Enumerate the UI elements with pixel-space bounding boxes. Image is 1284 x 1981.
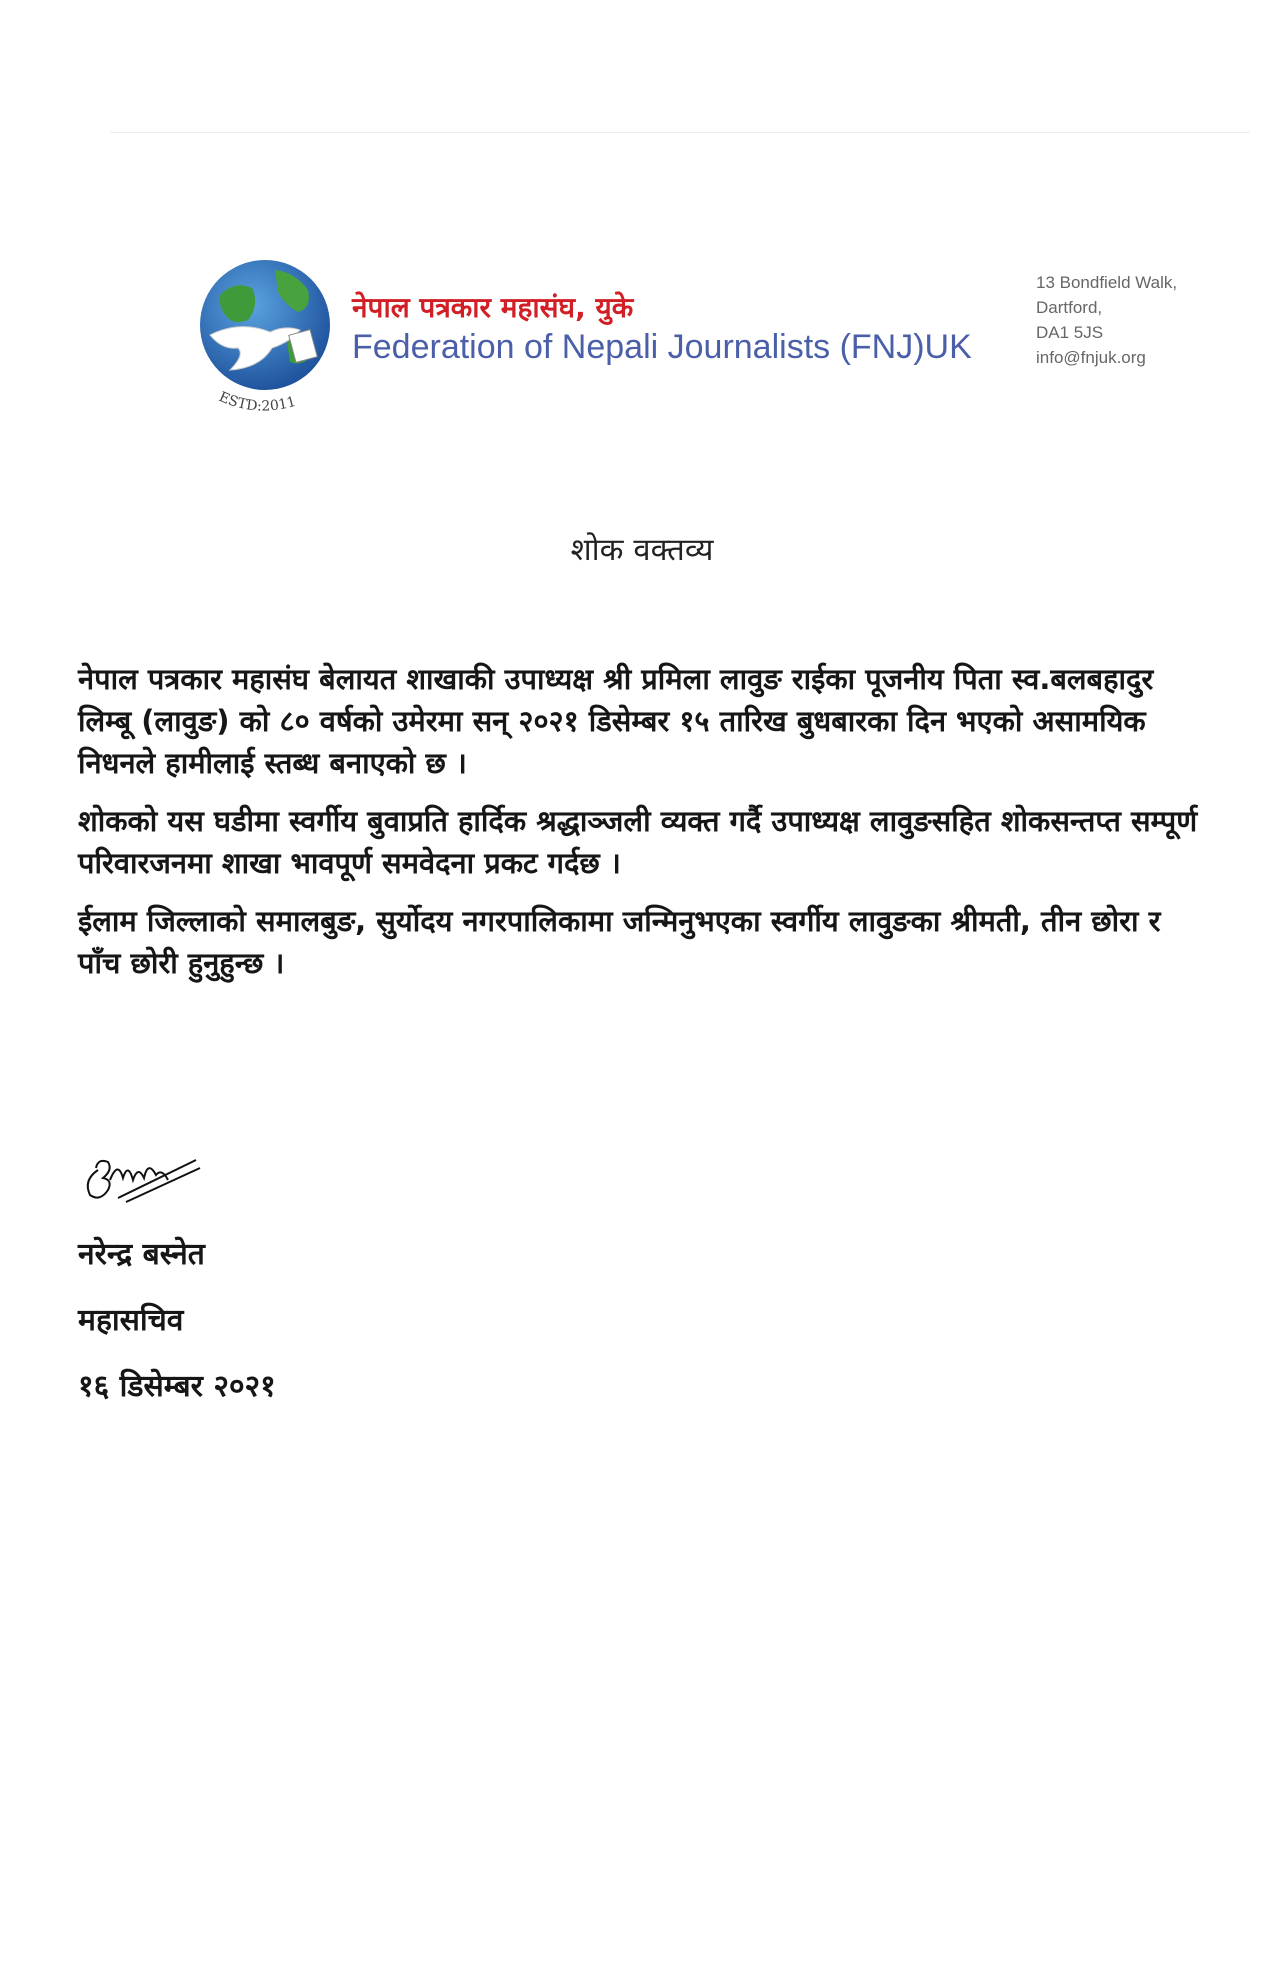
document-body [78,658,1208,1000]
signatory-block [78,1232,276,1430]
document-title: शोक वक्तव्य [570,532,714,568]
address-line-postcode: DA1 5JS [1036,323,1104,342]
body-paragraph: शोकको यस घडीमा स्वर्गीय बुवाप्रति हार्दिक श्रद्धाञ्जली व्यक्त गर्दै उपाध्यक्ष लावुङसहित शोकसन्तप्त सम्पूर्ण परिवारजनमा शाखा भावपूर्ण समवेदना प्रकट गर्दछ । [78,804,1198,880]
address-line-street: 13 Bondfield Walk, [1036,273,1178,292]
document-date: १६ डिसेम्बर २०२१ [78,1369,276,1404]
svg-text:ESTD:2011 [216,389,297,415]
body-paragraph: नेपाल पत्रकार महासंघ बेलायत शाखाकी उपाध्यक्ष श्री प्रमिला लावुङ राईका पूजनीय पिता स्व.बलबहादुर लिम्बू (लावुङ) को ८० वर्षको उमेरमा सन् २०२१ डिसेम्बर १५ तारिख बुधबारका दिन भएको असामयिक निधनले हामीलाई स्तब्ध बनाएको छ । [78,662,1154,780]
logo-established-text: ESTD:2011 [216,389,298,415]
handwritten-signature [78,1140,203,1210]
org-name-nepali: नेपाल पत्रकार महासंघ, युके [352,291,634,324]
signatory-name: नरेन्द्र बस्नेत [78,1237,205,1272]
body-paragraph: ईलाम जिल्लाको समालबुङ, सुर्योदय नगरपालिकामा जन्मिनुभएका स्वर्गीय लावुङका श्रीमती, तीन छोरा र पाँच छोरी हुनुहुन्छ । [78,904,1161,980]
fnj-globe-dove-logo [190,250,340,430]
address-line-town: Dartford, [1036,298,1103,317]
top-divider [110,132,1250,133]
signatory-designation: महासचिव [78,1303,184,1338]
org-name-english: Federation of Nepali Journalists (FNJ)UK [352,328,972,366]
org-address [1036,270,1177,370]
address-line-email[interactable]: info@fnjuk.org [1036,348,1146,367]
